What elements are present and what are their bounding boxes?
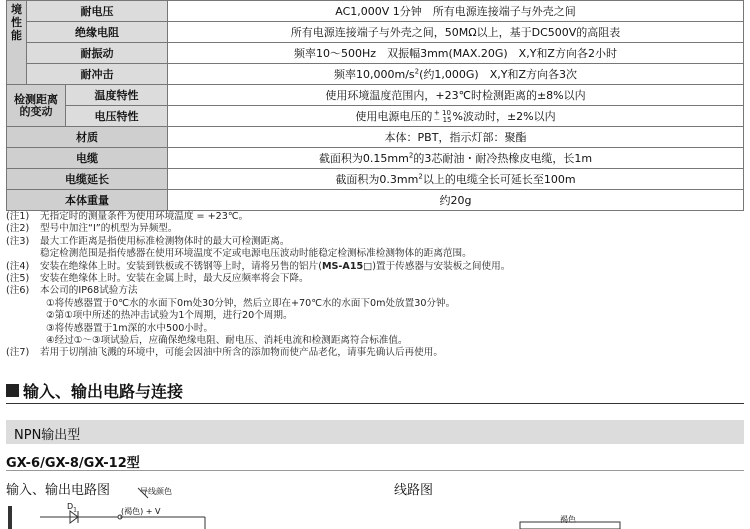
note-2: (注2) 型号中加注“I”的机型为异频型。 bbox=[6, 223, 178, 235]
perf-group-label: 境 性 能 bbox=[7, 1, 27, 85]
withstand-voltage-label: 耐电压 bbox=[27, 1, 168, 22]
cable-label: 电缆 bbox=[7, 148, 168, 169]
notes bbox=[6, 211, 744, 360]
note-3: (注3) 最大工作距离是指使用标准检测物体时的最大可检测距离。 bbox=[6, 235, 290, 247]
model-title: GX-6/GX-8/GX-12型 bbox=[6, 456, 140, 471]
cable-value: 截面积为$0.15mm^2$的3芯耐油・耐冷热橡皮电缆，长1m bbox=[168, 148, 744, 169]
insulation-value: 所有电源连接端子与外壳之间，50MΩ以上，基于DC500V的高阻表 bbox=[168, 22, 744, 43]
weight-value: 约20g bbox=[168, 190, 744, 211]
cable-ext-label: 电缆延长 bbox=[7, 169, 168, 190]
note-3-cont: 稳定检测范围是指传感器在使用环境温度不定或电源电压波动时能稳定检测标准检测物体的距离范围。 bbox=[40, 248, 472, 260]
tolerance: + 10 － 15 bbox=[433, 109, 452, 124]
npn-bar: NPN输出型 bbox=[6, 420, 744, 444]
material-label: 材质 bbox=[7, 127, 168, 148]
note-6-item-1: ①将传感器置于0℃水的水面下0m处30分钟，然后立即在+70℃水的水面下0m处放置30分钟。 bbox=[46, 297, 456, 309]
withstand-voltage-value: AC1,000V 1分钟 所有电源连接端子与外壳之间 bbox=[168, 1, 744, 22]
brown-label: 褐色 bbox=[560, 515, 576, 524]
brown-plus-v-label: (褐色) + V bbox=[121, 507, 161, 516]
circuit-diagram bbox=[0, 482, 750, 529]
temp-char-value: 使用环境温度范围内，+23℃时检测距离的±8%以内 bbox=[168, 85, 744, 106]
io-circuit-title: 输入、输出电路图 bbox=[6, 483, 111, 498]
section-header bbox=[6, 376, 744, 404]
volt-char-label: 电压特性 bbox=[66, 106, 168, 127]
drift-group-label: 检测距离 的变动 bbox=[7, 85, 66, 127]
vibration-value: 频率10～500Hz 双振幅3mm(MAX.20G) X,Y和Z方向各2小时 bbox=[168, 43, 744, 64]
note-6: (注6) 本公司的IP68试验方法 bbox=[6, 285, 138, 297]
cable-ext-value: 截面积为$0.3mm^2$以上的电缆全长可延长至100m bbox=[168, 169, 744, 190]
wiring-title: 线路图 bbox=[394, 483, 434, 498]
model-divider bbox=[6, 470, 744, 471]
note-1: (注1) 无指定时的测量条件为使用环境温度 = +23℃。 bbox=[6, 211, 249, 222]
volt-char-value: 使用电源电压的 + 10 － 15 %波动时，±2%以内 bbox=[168, 106, 744, 127]
shock-value: 频率$10,000m/s^2$(约1,000G) X,Y和Z方向各3次 bbox=[168, 64, 744, 85]
wire-color-label: 导线颜色 bbox=[140, 487, 172, 496]
d1-label: $D_1$ bbox=[67, 502, 77, 514]
circuit-left-edge bbox=[8, 506, 12, 529]
vibration-label: 耐振动 bbox=[27, 43, 168, 64]
note-7: (注7) 若用于切削油飞溅的环境中，可能会因油中所含的添加物而使产品老化，请事先确认后再使用。 bbox=[6, 347, 443, 359]
spec-table bbox=[6, 0, 744, 211]
insulation-label: 绝缘电阻 bbox=[27, 22, 168, 43]
temp-char-label: 温度特性 bbox=[66, 85, 168, 106]
note-6-item-3: ③将传感器置于1m深的水中500小时。 bbox=[46, 322, 214, 334]
note-5: (注5) 安装在绝缘体上时。安装在金属上时，最大反应频率将会下降。 bbox=[6, 273, 309, 285]
section-square-icon bbox=[6, 384, 19, 397]
shock-label: 耐冲击 bbox=[27, 64, 168, 85]
note-4: (注4) 安装在绝缘体上时。安装到铁板或不锈钢等上时，请将另售的铝片( MS-A15□ )置于传感器与安装板之间使用。 bbox=[6, 260, 511, 272]
material-value: 本体：PBT，指示灯部：聚酯 bbox=[168, 127, 744, 148]
note-6-item-4: ④经过①～③项试验后，应确保绝缘电阻、耐电压、消耗电流和检测距离符合标准值。 bbox=[46, 335, 408, 347]
weight-label: 本体重量 bbox=[7, 190, 168, 211]
section-title: 输入、输出电路与连接 bbox=[23, 382, 184, 401]
note-6-item-2: ②第①项中所述的热冲击试验为1个周期，进行20个周期。 bbox=[46, 310, 293, 322]
